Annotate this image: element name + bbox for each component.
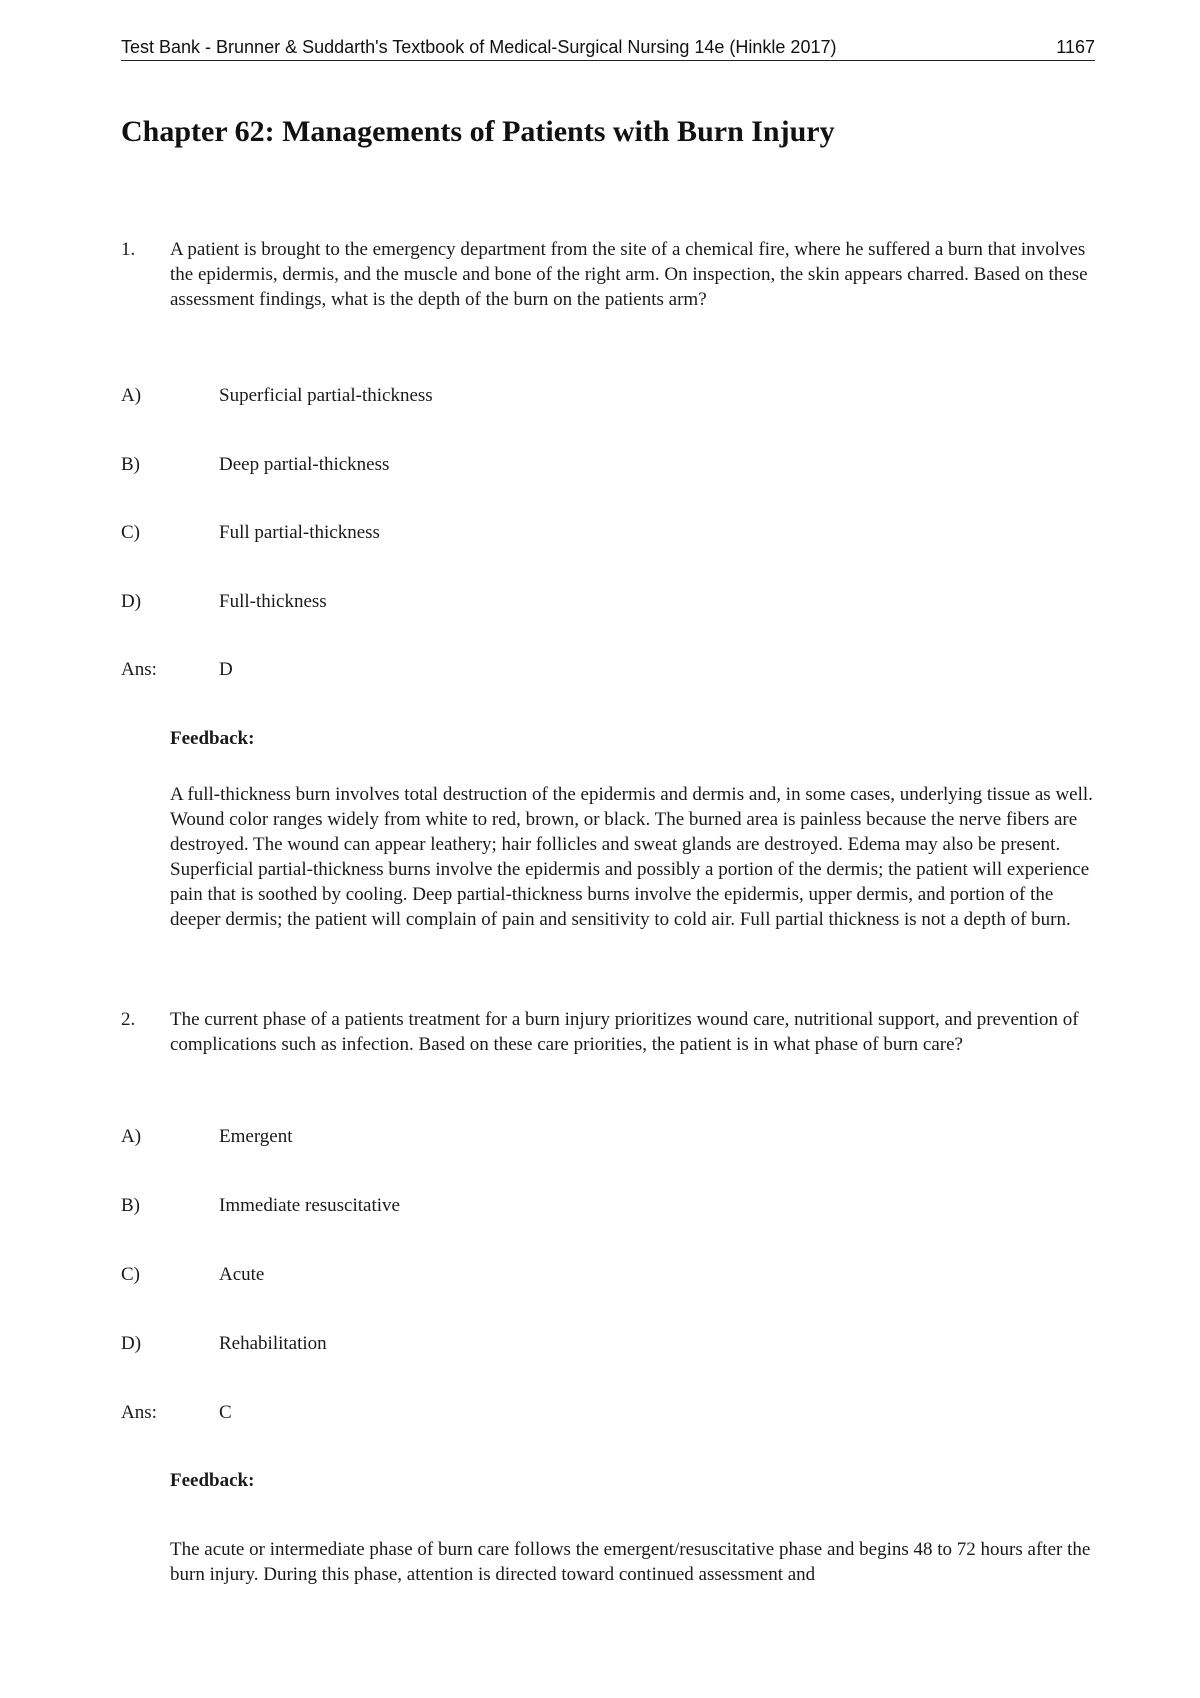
- option-text: Full partial-thickness: [219, 522, 380, 543]
- page-header: [121, 34, 1095, 61]
- option-letter: A): [121, 1126, 142, 1147]
- answer-label: Ans:: [121, 1402, 157, 1423]
- option-letter: B): [121, 1195, 140, 1216]
- option-letter: C): [121, 522, 140, 543]
- chapter-title: Chapter 62: Managements of Patients with Burn Injury: [121, 115, 835, 148]
- option-letter: A): [121, 385, 142, 406]
- question-number: 1.: [121, 239, 136, 260]
- option-text: Deep partial-thickness: [219, 454, 390, 475]
- feedback-label: Feedback:: [170, 1470, 255, 1491]
- option-text: Rehabilitation: [219, 1333, 327, 1354]
- header-title: Test Bank - Brunner & Suddarth's Textbook of Medical-Surgical Nursing 14e (Hinkle 2017): [121, 37, 837, 57]
- question-text: A patient is brought to the emergency department from the site of a chemical fire, where he suffered a burn that involves the epidermis, dermis, and the muscle and bone of the right arm. On inspection, the skin appears charred. Based on these assessment findings, what is the depth of the burn on the patients arm?: [170, 239, 1088, 310]
- feedback-text: The acute or intermediate phase of burn care follows the emergent/resuscitative phase and begins 48 to 72 hours after the burn injury. During this phase, attention is directed toward continued assessment and: [170, 1539, 1091, 1585]
- option-letter: D): [121, 1333, 142, 1354]
- feedback-label: Feedback:: [170, 728, 255, 749]
- feedback-text: A full-thickness burn involves total destruction of the epidermis and dermis and, in some cases, underlying tissue as well. Wound color ranges widely from white to red, brown, or black. The burned area is painless because the nerve fibers are destroyed. The wound can appear leathery; hair follicles and sweat glands are destroyed. Edema may also be present. Superficial partial-thickness burns involve the epidermis and possibly a portion of the dermis; the patient will experience pain that is soothed by cooling. Deep partial-thickness burns involve the epidermis, upper dermis, and portion of the deeper dermis; the patient will complain of pain and sensitivity to cold air. Full partial thickness is not a depth of burn.: [170, 784, 1093, 930]
- option-letter: B): [121, 454, 140, 475]
- option-text: Emergent: [219, 1126, 293, 1147]
- question-text: The current phase of a patients treatment for a burn injury prioritizes wound care, nutritional support, and prevention of complications such as infection. Based on these care priorities, the patient is in what phase of burn care?: [170, 1009, 1079, 1055]
- answer-value: D: [219, 659, 233, 680]
- answer-label: Ans:: [121, 659, 157, 680]
- option-text: Acute: [219, 1264, 265, 1285]
- option-letter: C): [121, 1264, 140, 1285]
- option-text: Immediate resuscitative: [219, 1195, 400, 1216]
- answer-value: C: [219, 1402, 232, 1423]
- question-number: 2.: [121, 1009, 136, 1030]
- option-text: Superficial partial-thickness: [219, 385, 433, 406]
- option-letter: D): [121, 591, 142, 612]
- option-text: Full-thickness: [219, 591, 327, 612]
- page-number: 1167: [1056, 37, 1095, 57]
